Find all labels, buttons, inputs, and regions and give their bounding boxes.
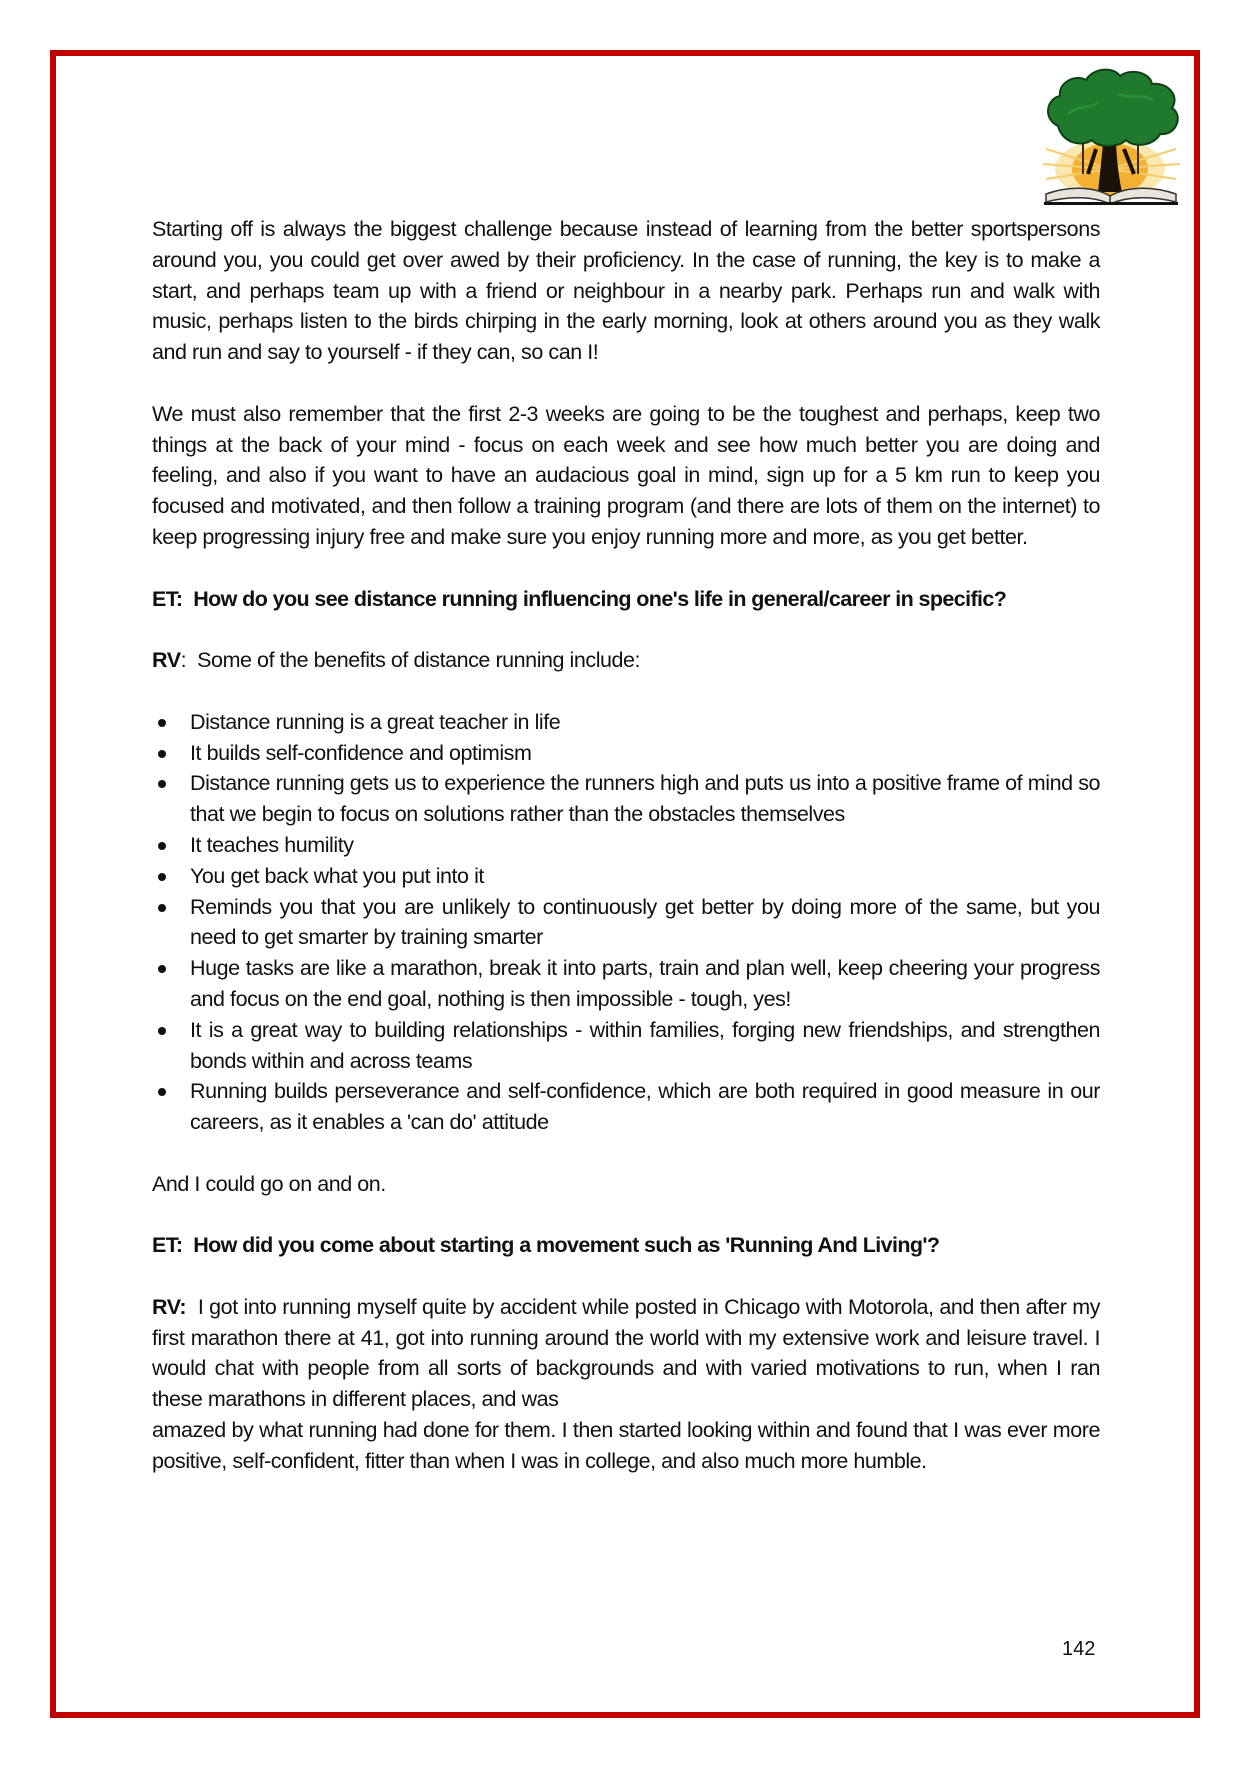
- answer-intro-text: Some of the benefits of distance running include:: [197, 648, 641, 673]
- list-item: You get back what you put into it: [152, 861, 1100, 892]
- paragraph-first-weeks: We must also remember that the first 2-3 weeks are going to be the toughest and perhaps, keep two things at the back of your mind - focus on each week and see how much better you are doing and feeling, and also if you want to have an audacious goal in mind, sign up for a 5 km run to keep you focused and motivated, and then follow a training program (and there are lots of them on the internet) to keep progressing injury free and make sure you enjoy running more and more, as you get better.: [152, 401, 1100, 549]
- list-item: It is a great way to building relationships - within families, forging new friendships, and strengthen bonds within and across teams: [152, 1015, 1100, 1077]
- list-item: Running builds perseverance and self-confidence, which are both required in good measure in our careers, as it enables a 'can do' attitude: [152, 1076, 1100, 1138]
- answer-running-and-living: [152, 1292, 1100, 1415]
- answer-running-and-living-continued: amazed by what running had done for them. I then started looking within and found that I was ever more positive, self-confident, fitter than when I was in college, and also much more humble.: [152, 1418, 1100, 1473]
- list-item: Huge tasks are like a marathon, break it into parts, train and plan well, keep cheering your progress and focus on the end goal, nothing is then impossible - tough, yes!: [152, 953, 1100, 1015]
- benefits-list: [152, 707, 1100, 1138]
- list-item: Distance running is a great teacher in life: [152, 707, 1100, 738]
- question-speaker: ET:: [152, 586, 183, 611]
- list-item: Distance running gets us to experience the runners high and puts us into a positive frame of mind so that we begin to focus on solutions rather than the obstacles themselves: [152, 768, 1100, 830]
- page-number: 142: [1062, 1638, 1096, 1660]
- bullet-icon: [158, 842, 166, 850]
- question-speaker: ET:: [152, 1233, 183, 1258]
- list-item: Reminds you that you are unlikely to continuously get better by doing more of the same, but you need to get smarter by training smarter: [152, 892, 1100, 954]
- list-item: It teaches humility: [152, 830, 1100, 861]
- answer-separator: :: [180, 648, 187, 673]
- bullet-icon: [158, 904, 166, 912]
- bullet-icon: [158, 780, 166, 788]
- list-item: It builds self-confidence and optimism: [152, 738, 1100, 769]
- question-text: How did you come about starting a movement such as 'Running And Living'?: [193, 1233, 940, 1258]
- answer-speaker: RV:: [152, 1294, 187, 1319]
- bullet-icon: [158, 873, 166, 881]
- bullet-icon: [158, 750, 166, 758]
- document-body: [152, 214, 1100, 1507]
- closing-remark: And I could go on and on.: [152, 1171, 386, 1196]
- bullet-icon: [158, 1027, 166, 1035]
- tree-book-logo-icon: [1038, 64, 1188, 214]
- question-running-and-living: [152, 1230, 1100, 1261]
- answer-intro: [152, 645, 1100, 676]
- answer-text-part1: I got into running myself quite by accident while posted in Chicago with Motorola, and then after my first marathon there at 41, got into running around the world with my extensive work and leisure travel. I would chat with people from all sorts of backgrounds and with varied motivations to run, when I ran these marathons in different places, and was: [152, 1294, 1101, 1412]
- bullet-icon: [158, 719, 166, 727]
- question-text: How do you see distance running influencing one's life in general/career in specific?: [193, 586, 1007, 611]
- bullet-icon: [158, 1088, 166, 1096]
- paragraph-starting-off: Starting off is always the biggest challenge because instead of learning from the better sportspersons around you, you could get over awed by their proficiency. In the case of running, the key is to make a start, and perhaps team up with a friend or neighbour in a nearby park. Perhaps run and walk with music, perhaps listen to the birds chirping in the early morning, look at others around you as they walk and run and say to yourself - if they can, so can I!: [152, 217, 1100, 365]
- question-distance-running-influence: [152, 584, 1100, 615]
- answer-speaker: RV: [152, 648, 181, 673]
- bullet-icon: [158, 965, 166, 973]
